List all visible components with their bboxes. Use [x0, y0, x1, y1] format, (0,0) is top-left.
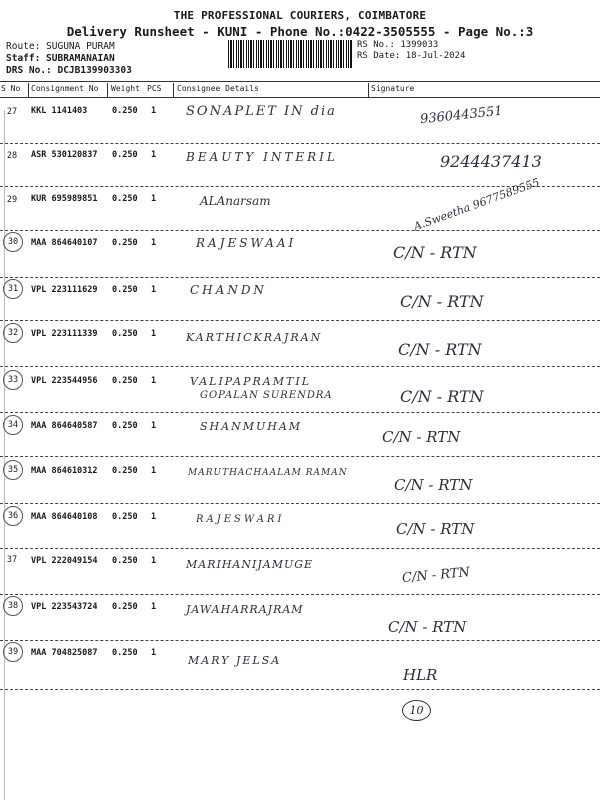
drs-number: DRS No.: DCJB139903303	[6, 65, 132, 76]
signature-handwritten: C/N - RTN	[394, 476, 473, 494]
weight: 0.250	[112, 194, 138, 204]
consignee-handwritten: KARTHICKRAJRAN	[186, 331, 323, 344]
pcs: 1	[151, 376, 157, 386]
signature-handwritten: C/N - RTN	[396, 520, 475, 538]
row-divider	[0, 143, 600, 144]
pcs: 1	[151, 106, 157, 116]
column-divider	[368, 83, 369, 97]
route-label: Route: SUGUNA PURAM	[6, 41, 115, 52]
consignee-handwritten: RAJESWARI	[196, 514, 285, 525]
pcs: 1	[151, 238, 157, 248]
consignee-handwritten: VALIPAPRAMTIL	[190, 375, 312, 388]
row-divider	[0, 412, 600, 413]
weight: 0.250	[112, 376, 138, 386]
signature-handwritten: C/N - RTN	[398, 340, 482, 359]
weight: 0.250	[112, 648, 138, 658]
consignee-handwritten: RAJESWAAI	[196, 236, 297, 250]
signature-handwritten: C/N - RTN	[393, 243, 477, 262]
signature-handwritten: C/N - RTN	[400, 387, 484, 406]
header-bottom-rule	[0, 97, 600, 98]
signature-handwritten: C/N - RTN	[382, 428, 461, 446]
signature-handwritten: 9360443551	[419, 103, 504, 128]
weight: 0.250	[112, 466, 138, 476]
row-divider	[0, 503, 600, 504]
row-divider	[0, 594, 600, 595]
pcs: 1	[151, 648, 157, 658]
header-top-rule	[0, 81, 600, 82]
consignee-handwritten: ALAnarsam	[200, 194, 271, 208]
consignment-no: VPL 223543724	[31, 602, 98, 612]
consignment-no: MAA 704825087	[31, 648, 98, 658]
row-sno: 35	[3, 460, 23, 480]
row-sno: 33	[3, 370, 23, 390]
consignment-no: VPL 223111629	[31, 285, 98, 295]
rs-date: RS Date: 18-Jul-2024	[357, 51, 466, 61]
row-sno: 38	[3, 596, 23, 616]
row-divider	[0, 456, 600, 457]
signature-handwritten: A.Sweetha 9677589555	[411, 175, 542, 234]
col-signature: Signature	[371, 84, 415, 93]
weight: 0.250	[112, 106, 138, 116]
consignment-no: MAA 864610312	[31, 466, 98, 476]
consignee-handwritten-line2: GOPALAN SURENDRA	[200, 390, 333, 401]
col-consignment: Consignment No	[31, 84, 99, 93]
consignee-handwritten: BEAUTY INTERIL	[186, 150, 338, 164]
pcs: 1	[151, 329, 157, 339]
consignment-no: KUR 695989851	[31, 194, 98, 204]
row-sno: 32	[3, 323, 23, 343]
consignee-handwritten: SONAPLET IN dia	[186, 104, 337, 119]
col-sno: S No	[1, 84, 21, 93]
weight: 0.250	[112, 238, 138, 248]
pcs: 1	[151, 466, 157, 476]
row-divider	[0, 230, 600, 231]
col-weight: Weight	[111, 84, 140, 93]
staff-label: Staff: SUBRAMANAIAN	[6, 53, 115, 64]
row-divider	[0, 689, 600, 690]
signature-handwritten: 9244437413	[440, 152, 542, 171]
pcs: 1	[151, 556, 157, 566]
col-consignee: Consignee Details	[177, 84, 259, 93]
barcode	[228, 40, 352, 68]
page-margin-line	[4, 110, 5, 800]
consignee-handwritten: MARIHANIJAMUGE	[186, 558, 314, 571]
column-divider	[173, 83, 174, 97]
weight: 0.250	[112, 329, 138, 339]
row-divider	[0, 277, 600, 278]
signature-handwritten: C/N - RTN	[388, 618, 467, 636]
row-divider	[0, 320, 600, 321]
rs-number: RS No.: 1399033	[357, 40, 439, 50]
column-divider	[107, 83, 108, 97]
row-sno: 27	[6, 107, 18, 117]
col-pcs: PCS	[147, 84, 162, 93]
row-sno: 37	[6, 555, 18, 565]
consignment-no: MAA 864640107	[31, 238, 98, 248]
row-divider	[0, 366, 600, 367]
company-name: THE PROFESSIONAL COURIERS, COIMBATORE	[173, 9, 427, 22]
consignment-no: MAA 864640587	[31, 421, 98, 431]
consignee-handwritten: JAWAHARRAJRAM	[186, 603, 304, 616]
runsheet-title: Delivery Runsheet - KUNI - Phone No.:0422-3505555 - Page No.:3	[66, 24, 534, 39]
row-divider	[0, 548, 600, 549]
row-sno: 34	[3, 415, 23, 435]
row-sno: 30	[3, 232, 23, 252]
pcs: 1	[151, 150, 157, 160]
row-sno: 31	[3, 279, 23, 299]
pcs: 1	[151, 602, 157, 612]
row-divider	[0, 640, 600, 641]
row-sno: 28	[6, 151, 18, 161]
consignment-no: VPL 223111339	[31, 329, 98, 339]
consignment-no: MAA 864640108	[31, 512, 98, 522]
consignee-handwritten: MARY JELSA	[188, 654, 282, 667]
consignment-no: ASR 530120837	[31, 150, 98, 160]
consignment-no: KKL 1141403	[31, 106, 88, 116]
row-sno: 36	[3, 506, 23, 526]
consignee-handwritten: CHANDN	[190, 283, 267, 297]
signature-handwritten: C/N - RTN	[401, 565, 471, 586]
pcs: 1	[151, 512, 157, 522]
weight: 0.250	[112, 602, 138, 612]
row-sno: 29	[6, 195, 18, 205]
consignment-no: VPL 222049154	[31, 556, 98, 566]
page-count-mark: 10	[402, 700, 431, 721]
column-divider	[28, 83, 29, 97]
weight: 0.250	[112, 285, 138, 295]
consignee-handwritten: MARUTHACHAALAM RAMAN	[188, 468, 348, 478]
signature-handwritten: HLR	[403, 666, 438, 684]
consignee-handwritten: SHANMUHAM	[200, 420, 303, 433]
weight: 0.250	[112, 421, 138, 431]
row-sno: 39	[3, 642, 23, 662]
weight: 0.250	[112, 512, 138, 522]
pcs: 1	[151, 421, 157, 431]
signature-handwritten: C/N - RTN	[400, 292, 484, 311]
consignment-no: VPL 223544956	[31, 376, 98, 386]
pcs: 1	[151, 285, 157, 295]
pcs: 1	[151, 194, 157, 204]
weight: 0.250	[112, 150, 138, 160]
weight: 0.250	[112, 556, 138, 566]
